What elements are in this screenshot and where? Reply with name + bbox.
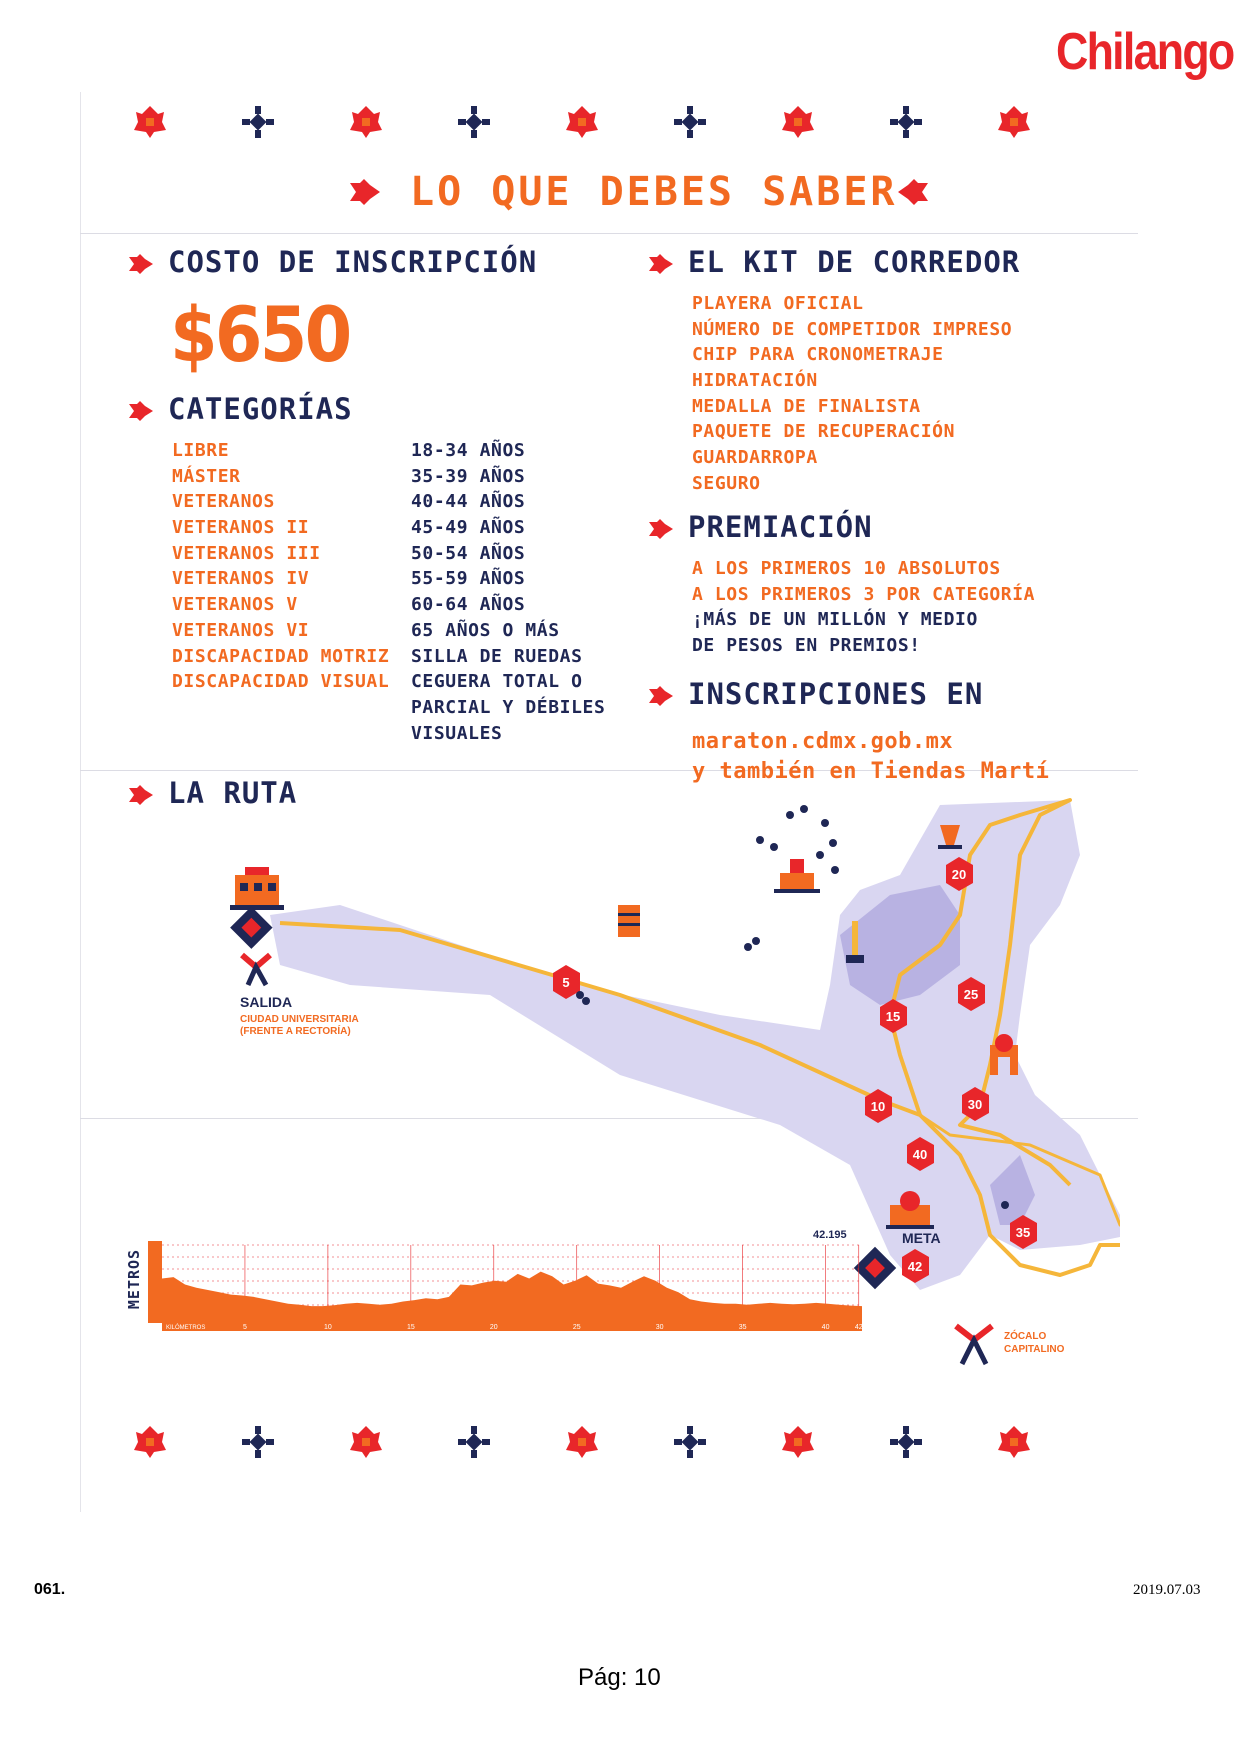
- category-range: 45-49 AÑOS: [411, 517, 526, 539]
- ornament-row-top: [118, 92, 1058, 152]
- category-range: 35-39 AÑOS: [411, 465, 526, 487]
- premiacion-heading-text: PREMIACIÓN: [688, 510, 873, 544]
- kit-item: PLAYERA OFICIAL: [692, 293, 864, 314]
- km-marker-label: 20: [951, 867, 967, 882]
- category-range: PARCIAL Y DÉBILES: [411, 696, 606, 718]
- brand-logo: Chilango: [1056, 23, 1234, 81]
- arrow-bullet-icon: [128, 253, 154, 275]
- runner-finish-icon: [950, 1318, 998, 1372]
- footer-date: 2019.07.03: [1133, 1582, 1201, 1598]
- category-range: CEGUERA TOTAL O: [411, 671, 583, 693]
- category-names: [172, 440, 389, 697]
- costo-heading-text: COSTO DE INSCRIPCIÓN: [168, 245, 538, 279]
- elevation-total: 42.195: [813, 1229, 847, 1241]
- cross-ornament-icon: [228, 1412, 288, 1472]
- elevation-tick-label: 20: [489, 1324, 498, 1331]
- flower-ornament-icon: [336, 92, 396, 152]
- km-marker-label: 30: [967, 1097, 983, 1112]
- category-range: 50-54 AÑOS: [411, 542, 526, 564]
- kit-list: [692, 293, 1012, 499]
- cross-ornament-icon: [660, 92, 720, 152]
- elevation-profile: [162, 1272, 862, 1321]
- premiacion-line: ¡MÁS DE UN MILLÓN Y MEDIO: [692, 609, 978, 631]
- kit-item: MEDALLA DE FINALISTA: [692, 395, 921, 417]
- estadio-landmark-icon: [618, 905, 640, 937]
- costo-heading: [128, 245, 537, 279]
- price: $650: [170, 290, 350, 379]
- premiacion-line: A LOS PRIMEROS 10 ABSOLUTOS: [692, 558, 1001, 579]
- elevation-tick-label: 15: [406, 1324, 415, 1331]
- elevation-chart: [148, 1225, 863, 1331]
- category-name: VETERANOS II: [172, 517, 310, 539]
- cross-ornament-icon: [444, 1412, 504, 1472]
- elevation-tick-label: 10: [323, 1324, 332, 1331]
- flower-ornament-icon: [768, 92, 828, 152]
- kit-heading-text: EL KIT DE CORREDOR: [688, 245, 1021, 279]
- kit-item: NÚMERO DE COMPETIDOR IMPRESO: [692, 318, 1013, 340]
- inscripciones-heading-text: INSCRIPCIONES EN: [688, 677, 984, 711]
- meta-place: ZÓCALO: [1004, 1331, 1047, 1342]
- premiacion-list: [692, 558, 1035, 661]
- fold-line: [80, 233, 1138, 234]
- km-marker-label: 42: [907, 1259, 923, 1274]
- km-marker-label: 40: [912, 1147, 928, 1162]
- footer-issue: 061.: [34, 1581, 66, 1598]
- flower-ornament-icon: [120, 92, 180, 152]
- category-range: SILLA DE RUEDAS: [411, 645, 583, 667]
- cross-ornament-icon: [876, 92, 936, 152]
- km-marker-label: 15: [885, 1009, 901, 1024]
- category-name: VETERANOS III: [172, 542, 321, 564]
- page-title: LO QUE DEBES SABER: [410, 169, 898, 215]
- page-number: Pág: 10: [578, 1664, 661, 1691]
- category-range: 18-34 AÑOS: [411, 440, 526, 461]
- inscripciones-list: [692, 727, 1049, 787]
- categorias-heading-text: CATEGORÍAS: [168, 392, 353, 426]
- kit-heading: [648, 245, 1020, 279]
- meta-labels: [1004, 1330, 1064, 1356]
- ornament-row-bottom: [118, 1412, 1058, 1472]
- flower-ornament-icon: [984, 1412, 1044, 1472]
- kit-item: HIDRATACIÓN: [692, 370, 818, 392]
- kit-item: CHIP PARA CRONOMETRAJE: [692, 344, 944, 366]
- category-range: 60-64 AÑOS: [411, 594, 526, 616]
- category-name: LIBRE: [172, 440, 230, 461]
- category-name: VETERANOS VI: [172, 619, 310, 641]
- km-marker-label: 10: [870, 1099, 886, 1114]
- salida-diamond-icon: [230, 906, 272, 948]
- category-name: DISCAPACIDAD MOTRIZ: [172, 645, 390, 667]
- elevation-tick-label: 25: [572, 1324, 581, 1331]
- cross-ornament-icon: [228, 92, 288, 152]
- flower-ornament-icon: [984, 92, 1044, 152]
- category-range: 55-59 AÑOS: [411, 568, 526, 590]
- inscripciones-url: maraton.cdmx.gob.mx: [692, 729, 954, 754]
- arrow-bullet-icon: [128, 784, 154, 806]
- ruta-heading-text: LA RUTA: [168, 776, 298, 810]
- flower-ornament-icon: [552, 1412, 612, 1472]
- arrow-bullet-icon: [128, 400, 154, 422]
- category-ranges: [411, 440, 605, 748]
- elevation-ylabel: METROS: [125, 1248, 143, 1310]
- meta-place-detail: CAPITALINO: [1004, 1344, 1065, 1355]
- salida-place-detail: (FRENTE A RECTORÍA): [240, 1026, 351, 1037]
- flower-ornament-icon: [336, 1412, 396, 1472]
- cross-ornament-icon: [876, 1412, 936, 1472]
- premiacion-line: A LOS PRIMEROS 3 POR CATEGORÍA: [692, 583, 1036, 605]
- elevation-tick-label: 35: [738, 1324, 747, 1331]
- category-range: VISUALES: [411, 722, 503, 744]
- arrow-ornament-icon: [348, 177, 382, 207]
- category-range: 40-44 AÑOS: [411, 491, 526, 513]
- category-name: MÁSTER: [172, 465, 241, 487]
- km-marker-label: 35: [1015, 1225, 1031, 1240]
- elevation-tick-label: 30: [655, 1324, 664, 1331]
- premiacion-heading: [648, 510, 873, 544]
- elevation-xlabel: KILÓMETROS: [166, 1325, 206, 1331]
- km-marker-label: 25: [963, 987, 979, 1002]
- elevation-tick-label: 5: [242, 1324, 247, 1331]
- flower-ornament-icon: [768, 1412, 828, 1472]
- arrow-bullet-icon: [648, 685, 674, 707]
- salida-place: CIUDAD UNIVERSITARIA: [240, 1014, 359, 1025]
- category-name: VETERANOS V: [172, 594, 298, 616]
- arrow-bullet-icon: [648, 253, 674, 275]
- elevation-tick-label: 42: [854, 1324, 863, 1331]
- runner-icon: [242, 955, 270, 985]
- salida-label: SALIDA: [240, 994, 293, 1010]
- elevation-tick-label: 40: [821, 1324, 830, 1331]
- arrow-ornament-icon: [896, 177, 930, 207]
- cross-ornament-icon: [444, 92, 504, 152]
- elevation-ylabel-box: [122, 1244, 146, 1320]
- flower-ornament-icon: [552, 92, 612, 152]
- premiacion-line: DE PESOS EN PREMIOS!: [692, 635, 921, 657]
- elevation-scale-bar: [148, 1241, 162, 1323]
- kit-item: SEGURO: [692, 472, 761, 494]
- categorias-heading: [128, 392, 353, 426]
- elevation-axis-bar: [162, 1321, 862, 1331]
- castillo-landmark-icon: [774, 859, 820, 893]
- cross-ornament-icon: [660, 1412, 720, 1472]
- page-title-block: [348, 167, 928, 217]
- inscripciones-store: y también en Tiendas Martí: [692, 759, 1050, 784]
- rectoria-landmark-icon: [230, 867, 284, 910]
- kit-item: PAQUETE DE RECUPERACIÓN: [692, 421, 956, 443]
- km-marker-label: 5: [562, 975, 570, 990]
- inscripciones-heading: [648, 677, 983, 711]
- arrow-bullet-icon: [648, 518, 674, 540]
- meta-label: META: [902, 1230, 941, 1246]
- flower-ornament-icon: [120, 1412, 180, 1472]
- category-name: DISCAPACIDAD VISUAL: [172, 671, 390, 693]
- category-name: VETERANOS IV: [172, 568, 310, 590]
- kit-item: GUARDARROPA: [692, 447, 818, 469]
- category-range: 65 AÑOS O MÁS: [411, 619, 560, 641]
- category-name: VETERANOS: [172, 491, 275, 513]
